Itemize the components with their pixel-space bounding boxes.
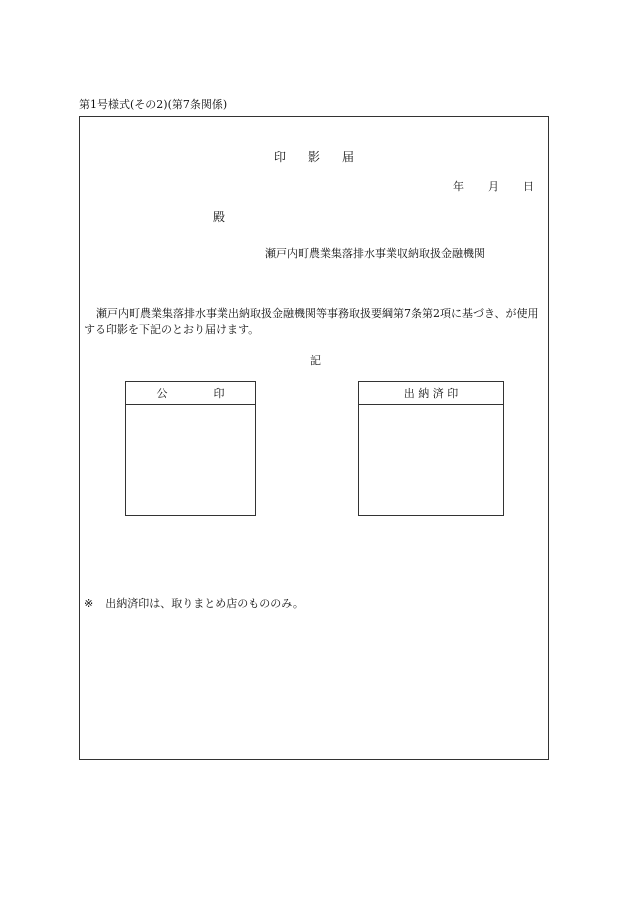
institution-name: 瀬戸内町農業集落排水事業収納取扱金融機関 [265, 247, 485, 260]
footnote-mark: ※ [84, 597, 94, 610]
body-text: 瀬戸内町農業集落排水事業出納取扱金融機関等事務取扱要綱第7条第2項に基づき、が使用する印影を下記のとおり届けます。 [84, 307, 539, 336]
document-title [274, 148, 354, 165]
public-seal-char-1: 公 [156, 387, 168, 400]
title-char-2: 影 [308, 150, 321, 164]
footnote-text: 出納済印は、取りまとめ店のもののみ。 [105, 597, 304, 610]
paid-seal-header: 出 納 済 印 [359, 382, 503, 405]
date-line [453, 178, 534, 194]
paid-seal-box [358, 381, 504, 516]
form-label: 第1号様式(その2)(第7条関係) [79, 98, 228, 111]
public-seal-box [125, 381, 256, 516]
title-char-1: 印 [274, 150, 287, 164]
date-month: 月 [488, 180, 499, 193]
ki-heading: 記 [310, 354, 321, 367]
date-day: 日 [523, 180, 534, 193]
footnote [84, 595, 304, 611]
public-seal-header [126, 382, 255, 405]
public-seal-char-2: 印 [213, 387, 225, 400]
addressee-suffix: 殿 [213, 210, 226, 224]
title-char-3: 届 [342, 150, 355, 164]
date-year: 年 [453, 180, 464, 193]
